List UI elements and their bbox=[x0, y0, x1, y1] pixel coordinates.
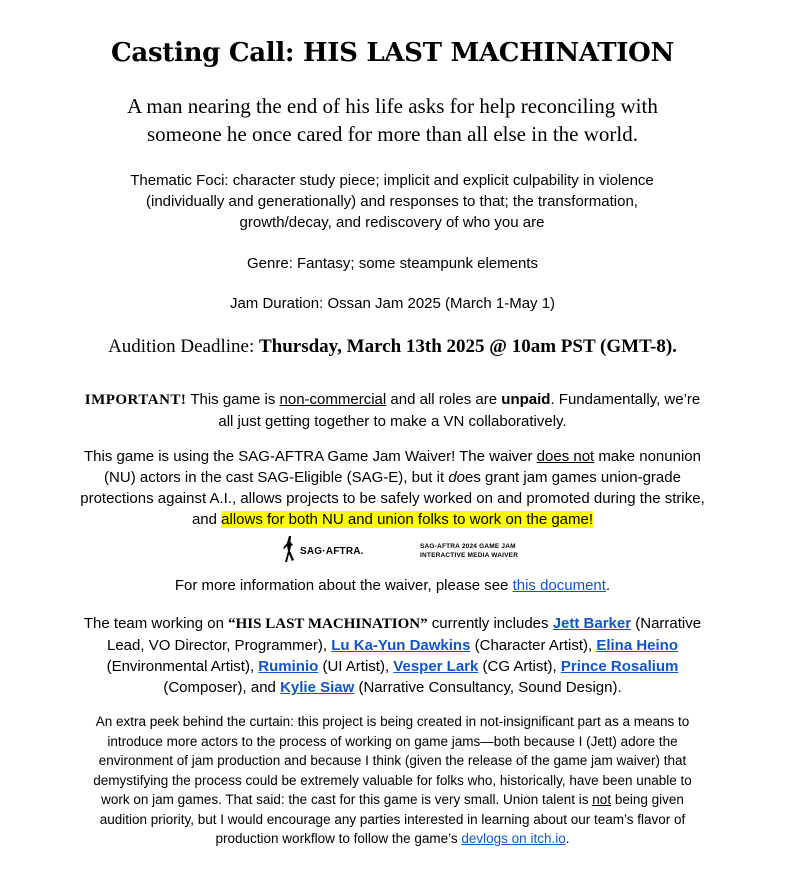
member-link-prince-rosalium[interactable]: Prince Rosalium bbox=[560, 658, 679, 675]
sag-aftra-figure-icon bbox=[282, 536, 298, 564]
highlighted-text: allows for both NU and union folks to work on the game! bbox=[221, 511, 594, 528]
important-label: IMPORTANT! bbox=[84, 392, 187, 408]
more-info-line bbox=[0, 575, 785, 596]
devlogs-link[interactable]: devlogs on itch.io bbox=[461, 831, 566, 846]
deadline-label: Audition Deadline: bbox=[108, 336, 255, 357]
audition-deadline bbox=[0, 336, 785, 358]
member-role: (UI Artist), bbox=[318, 658, 394, 675]
do-italic: do bbox=[448, 469, 465, 486]
unpaid-text: unpaid bbox=[501, 391, 551, 408]
thematic-foci: Thematic Foci: character study piece; implicit and explicit culpability in violence (individually and generationally) and responses to that; the transformation, growth/decay, and rediscovery of who you are bbox=[130, 172, 654, 231]
member-link-elina-heino[interactable]: Elina Heino bbox=[596, 637, 678, 654]
waiver-logos bbox=[280, 534, 530, 566]
member-role: (Narrative Consultancy, Sound Design). bbox=[354, 679, 622, 696]
team-paragraph bbox=[80, 613, 705, 698]
more-info-end: . bbox=[605, 577, 611, 594]
sag-aftra-logo bbox=[280, 534, 380, 566]
game-jam-waiver-logo bbox=[420, 542, 518, 560]
waiver-logo-line: SAG-AFTRA 2024 GAME JAM bbox=[420, 543, 516, 550]
waiver-logo-line: INTERACTIVE MEDIA WAIVER bbox=[420, 552, 519, 559]
this-document-link[interactable]: this document bbox=[512, 577, 606, 594]
member-link-lu-ka-yun-dawkins[interactable]: Lu Ka-Yun Dawkins bbox=[331, 637, 471, 654]
member-role: (Narrative Lead, VO Director, Programmer), bbox=[107, 615, 702, 654]
important-text: and all roles are bbox=[386, 391, 502, 408]
waiver-text: es grant jam games union-grade protections against A.I., allows projects to be safely worked on and promoted during the strike, and bbox=[80, 469, 705, 528]
peek-text: An extra peek behind the curtain: this project is being created in not-insignificant part as a means to introduce more actors to the process of working on game jams—both because I (Jett) adore the environment of jam production and because I think (given the release of the game jam waiver) that demystifying the process could be extremely valuable for folks who, historically, have been unable to work on jam games. That said: the cast for this game is very small. Union talent is bbox=[93, 714, 692, 807]
peek-end: . bbox=[565, 831, 570, 846]
does-not-text: does not bbox=[536, 448, 595, 465]
important-notice bbox=[80, 389, 705, 432]
member-link-kylie-siaw[interactable]: Kylie Siaw bbox=[280, 679, 355, 696]
non-commercial-text: non-commercial bbox=[279, 391, 387, 408]
jam-duration-line: Jam Duration: Ossan Jam 2025 (March 1-May 1) bbox=[229, 295, 556, 312]
member-link-jett-barker[interactable]: Jett Barker bbox=[552, 615, 632, 632]
waiver-paragraph bbox=[78, 446, 707, 530]
member-role: (Environmental Artist), bbox=[106, 658, 259, 675]
member-role: (Character Artist), bbox=[470, 637, 597, 654]
sag-aftra-logo-text: SAG·AFTRA. bbox=[300, 546, 364, 557]
team-text: The team working on bbox=[83, 615, 229, 632]
important-text: . Fundamentally, we’re all just getting together to make a VN collaboratively. bbox=[218, 391, 701, 430]
member-role: (CG Artist), bbox=[478, 658, 561, 675]
waiver-text: This game is using the SAG-AFTRA Game Jam Waiver! The waiver bbox=[84, 448, 537, 465]
not-text: not bbox=[592, 792, 612, 807]
waiver-text: make nonunion (NU) actors in the cast SAG-Eligible (SAG-E), but it bbox=[104, 448, 701, 486]
team-text: currently includes bbox=[427, 615, 553, 632]
important-text: This game is bbox=[186, 391, 280, 408]
deadline-value: Thursday, March 13th 2025 @ 10am PST (GMT-8). bbox=[258, 336, 677, 357]
page-title: Casting Call: HIS LAST MACHINATION bbox=[111, 38, 674, 68]
genre-line: Genre: Fantasy; some steampunk elements bbox=[247, 255, 538, 272]
show-name: “HIS LAST MACHINATION” bbox=[228, 616, 428, 632]
more-info-text: For more information about the waiver, please see bbox=[174, 577, 513, 594]
peek-text: being given audition priority, but I would encourage any parties interested in learning about our team’s flavor of production workflow to follow the game’s bbox=[99, 792, 686, 846]
member-link-vesper-lark[interactable]: Vesper Lark bbox=[393, 658, 479, 675]
behind-the-curtain-paragraph bbox=[88, 712, 697, 849]
member-role: (Composer), and bbox=[163, 679, 281, 696]
member-link-ruminio[interactable]: Ruminio bbox=[258, 658, 319, 675]
logline: A man nearing the end of his life asks for help reconciling with someone he once cared for more than all else in the world. bbox=[127, 94, 658, 146]
